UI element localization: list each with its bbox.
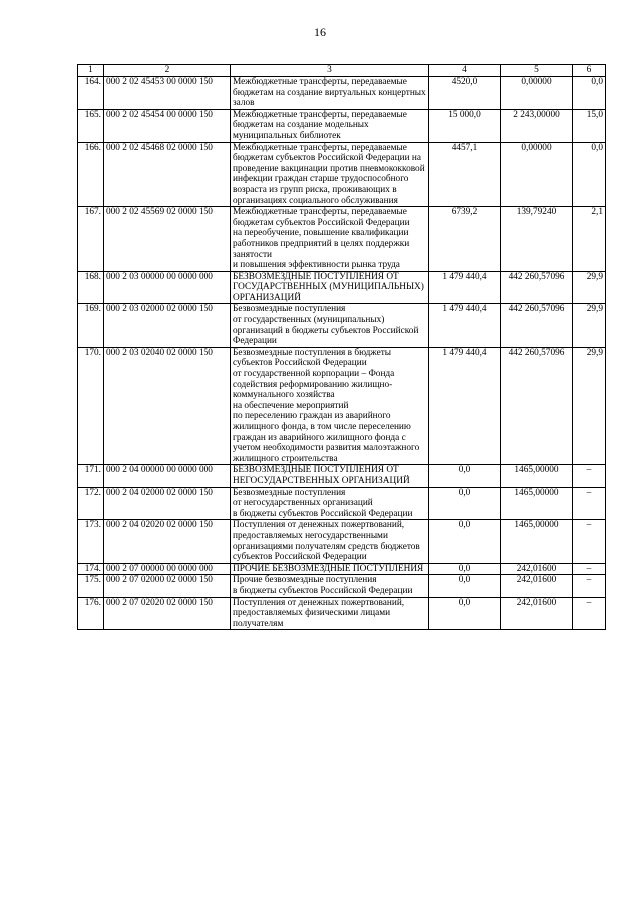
- plan-value-cell: 15 000,0: [429, 109, 501, 142]
- column-header: 4: [429, 65, 501, 77]
- income-name-cell: Безвозмездные поступления в бюджеты субъектов Российской Федерации от государственной корпорации – Фонда содействия реформированию жилищно-коммунального хозяйства на обеспечение мероприятий по переселению граждан из аварийного жилищного фонда, в том числе переселению граждан из аварийного жилищного фонда с учетом необходимости развития малоэтажного жилищного строительства: [231, 347, 429, 465]
- table-row: [78, 207, 606, 272]
- table-row: [78, 575, 606, 597]
- column-header: 2: [104, 65, 231, 77]
- percent-cell: 29,9: [573, 271, 606, 304]
- income-name-cell: Межбюджетные трансферты, передаваемые бюджетам субъектов Российской Федерации на проведение вакцинации против пневмококковой инфекции граждан старше трудоспособного возраста из групп риска, проживающих в организациях социального обслуживания: [231, 142, 429, 207]
- page-number: 16: [314, 25, 326, 39]
- table-row: [78, 563, 606, 575]
- table-row: [78, 347, 606, 465]
- plan-value-cell: 0,0: [429, 597, 501, 630]
- table-row: [78, 304, 606, 347]
- column-header: 6: [573, 65, 606, 77]
- percent-cell: –: [573, 487, 606, 520]
- fact-value-cell: 1465,00000: [501, 465, 573, 487]
- plan-value-cell: 0,0: [429, 575, 501, 597]
- table-row: [78, 520, 606, 563]
- plan-value-cell: 4520,0: [429, 77, 501, 110]
- budget-code-cell: 000 2 07 02020 02 0000 150: [104, 597, 231, 630]
- income-name-cell: Межбюджетные трансферты, передаваемые бюджетам на создание виртуальных концертных залов: [231, 77, 429, 110]
- percent-cell: 0,0: [573, 142, 606, 207]
- plan-value-cell: 1 479 440,4: [429, 347, 501, 465]
- percent-cell: 2,1: [573, 207, 606, 272]
- percent-cell: –: [573, 597, 606, 630]
- fact-value-cell: 242,01600: [501, 563, 573, 575]
- income-name-cell: БЕЗВОЗМЕЗДНЫЕ ПОСТУПЛЕНИЯ ОТ НЕГОСУДАРСТВЕННЫХ ОРГАНИЗАЦИЙ: [231, 465, 429, 487]
- fact-value-cell: 0,00000: [501, 142, 573, 207]
- budget-code-cell: 000 2 07 02000 02 0000 150: [104, 575, 231, 597]
- table-row: [78, 271, 606, 304]
- percent-cell: –: [573, 563, 606, 575]
- budget-code-cell: 000 2 02 45468 02 0000 150: [104, 142, 231, 207]
- column-header: 3: [231, 65, 429, 77]
- percent-cell: 0,0: [573, 77, 606, 110]
- fact-value-cell: 0,00000: [501, 77, 573, 110]
- table-row: [78, 109, 606, 142]
- budget-code-cell: 000 2 03 02040 02 0000 150: [104, 347, 231, 465]
- percent-cell: 29,9: [573, 304, 606, 347]
- row-number-cell: 175.: [78, 575, 104, 597]
- budget-code-cell: 000 2 02 45453 00 0000 150: [104, 77, 231, 110]
- table-header-row: [78, 65, 606, 77]
- plan-value-cell: 0,0: [429, 563, 501, 575]
- fact-value-cell: 2 243,00000: [501, 109, 573, 142]
- budget-code-cell: 000 2 03 00000 00 0000 000: [104, 271, 231, 304]
- percent-cell: –: [573, 575, 606, 597]
- table-row: [78, 465, 606, 487]
- fact-value-cell: 242,01600: [501, 575, 573, 597]
- income-name-cell: Межбюджетные трансферты, передаваемые бюджетам субъектов Российской Федерации на переобучение, повышение квалификации работников предприятий в целях поддержки занятости и повышения эффективности рынка труда: [231, 207, 429, 272]
- income-name-cell: БЕЗВОЗМЕЗДНЫЕ ПОСТУПЛЕНИЯ ОТ ГОСУДАРСТВЕННЫХ (МУНИЦИПАЛЬНЫХ) ОРГАНИЗАЦИЙ: [231, 271, 429, 304]
- percent-cell: –: [573, 520, 606, 563]
- income-name-cell: ПРОЧИЕ БЕЗВОЗМЕЗДНЫЕ ПОСТУПЛЕНИЯ: [231, 563, 429, 575]
- fact-value-cell: 139,79240: [501, 207, 573, 272]
- percent-cell: 15,0: [573, 109, 606, 142]
- plan-value-cell: 1 479 440,4: [429, 304, 501, 347]
- income-name-cell: Межбюджетные трансферты, передаваемые бюджетам на создание модельных муниципальных библиотек: [231, 109, 429, 142]
- income-name-cell: Поступления от денежных пожертвований, предоставляемых физическими лицами получателям: [231, 597, 429, 630]
- plan-value-cell: 4457,1: [429, 142, 501, 207]
- fact-value-cell: 442 260,57096: [501, 347, 573, 465]
- plan-value-cell: 6739,2: [429, 207, 501, 272]
- budget-code-cell: 000 2 03 02000 02 0000 150: [104, 304, 231, 347]
- fact-value-cell: 1465,00000: [501, 487, 573, 520]
- table-row: [78, 77, 606, 110]
- row-number-cell: 169.: [78, 304, 104, 347]
- fact-value-cell: 1465,00000: [501, 520, 573, 563]
- budget-code-cell: 000 2 07 00000 00 0000 000: [104, 563, 231, 575]
- budget-table: [77, 64, 606, 630]
- budget-code-cell: 000 2 02 45569 02 0000 150: [104, 207, 231, 272]
- plan-value-cell: 0,0: [429, 520, 501, 563]
- budget-code-cell: 000 2 04 00000 00 0000 000: [104, 465, 231, 487]
- income-name-cell: Поступления от денежных пожертвований, предоставляемых негосударственными организациями получателям средств бюджетов субъектов Российской Федерации: [231, 520, 429, 563]
- fact-value-cell: 442 260,57096: [501, 304, 573, 347]
- income-name-cell: Безвозмездные поступления от государственных (муниципальных) организаций в бюджеты субъектов Российской Федерации: [231, 304, 429, 347]
- table-row: [78, 597, 606, 630]
- row-number-cell: 171.: [78, 465, 104, 487]
- row-number-cell: 176.: [78, 597, 104, 630]
- budget-code-cell: 000 2 04 02020 02 0000 150: [104, 520, 231, 563]
- percent-cell: 29,9: [573, 347, 606, 465]
- fact-value-cell: 242,01600: [501, 597, 573, 630]
- budget-code-cell: 000 2 02 45454 00 0000 150: [104, 109, 231, 142]
- column-header: 1: [78, 65, 104, 77]
- percent-cell: –: [573, 465, 606, 487]
- row-number-cell: 170.: [78, 347, 104, 465]
- table-row: [78, 142, 606, 207]
- plan-value-cell: 0,0: [429, 487, 501, 520]
- row-number-cell: 168.: [78, 271, 104, 304]
- row-number-cell: 164.: [78, 77, 104, 110]
- fact-value-cell: 442 260,57096: [501, 271, 573, 304]
- row-number-cell: 172.: [78, 487, 104, 520]
- plan-value-cell: 1 479 440,4: [429, 271, 501, 304]
- budget-code-cell: 000 2 04 02000 02 0000 150: [104, 487, 231, 520]
- table-row: [78, 487, 606, 520]
- income-name-cell: Прочие безвозмездные поступления в бюджеты субъектов Российской Федерации: [231, 575, 429, 597]
- row-number-cell: 167.: [78, 207, 104, 272]
- row-number-cell: 165.: [78, 109, 104, 142]
- income-name-cell: Безвозмездные поступления от негосударственных организаций в бюджеты субъектов Российской Федерации: [231, 487, 429, 520]
- plan-value-cell: 0,0: [429, 465, 501, 487]
- column-header: 5: [501, 65, 573, 77]
- row-number-cell: 166.: [78, 142, 104, 207]
- row-number-cell: 174.: [78, 563, 104, 575]
- row-number-cell: 173.: [78, 520, 104, 563]
